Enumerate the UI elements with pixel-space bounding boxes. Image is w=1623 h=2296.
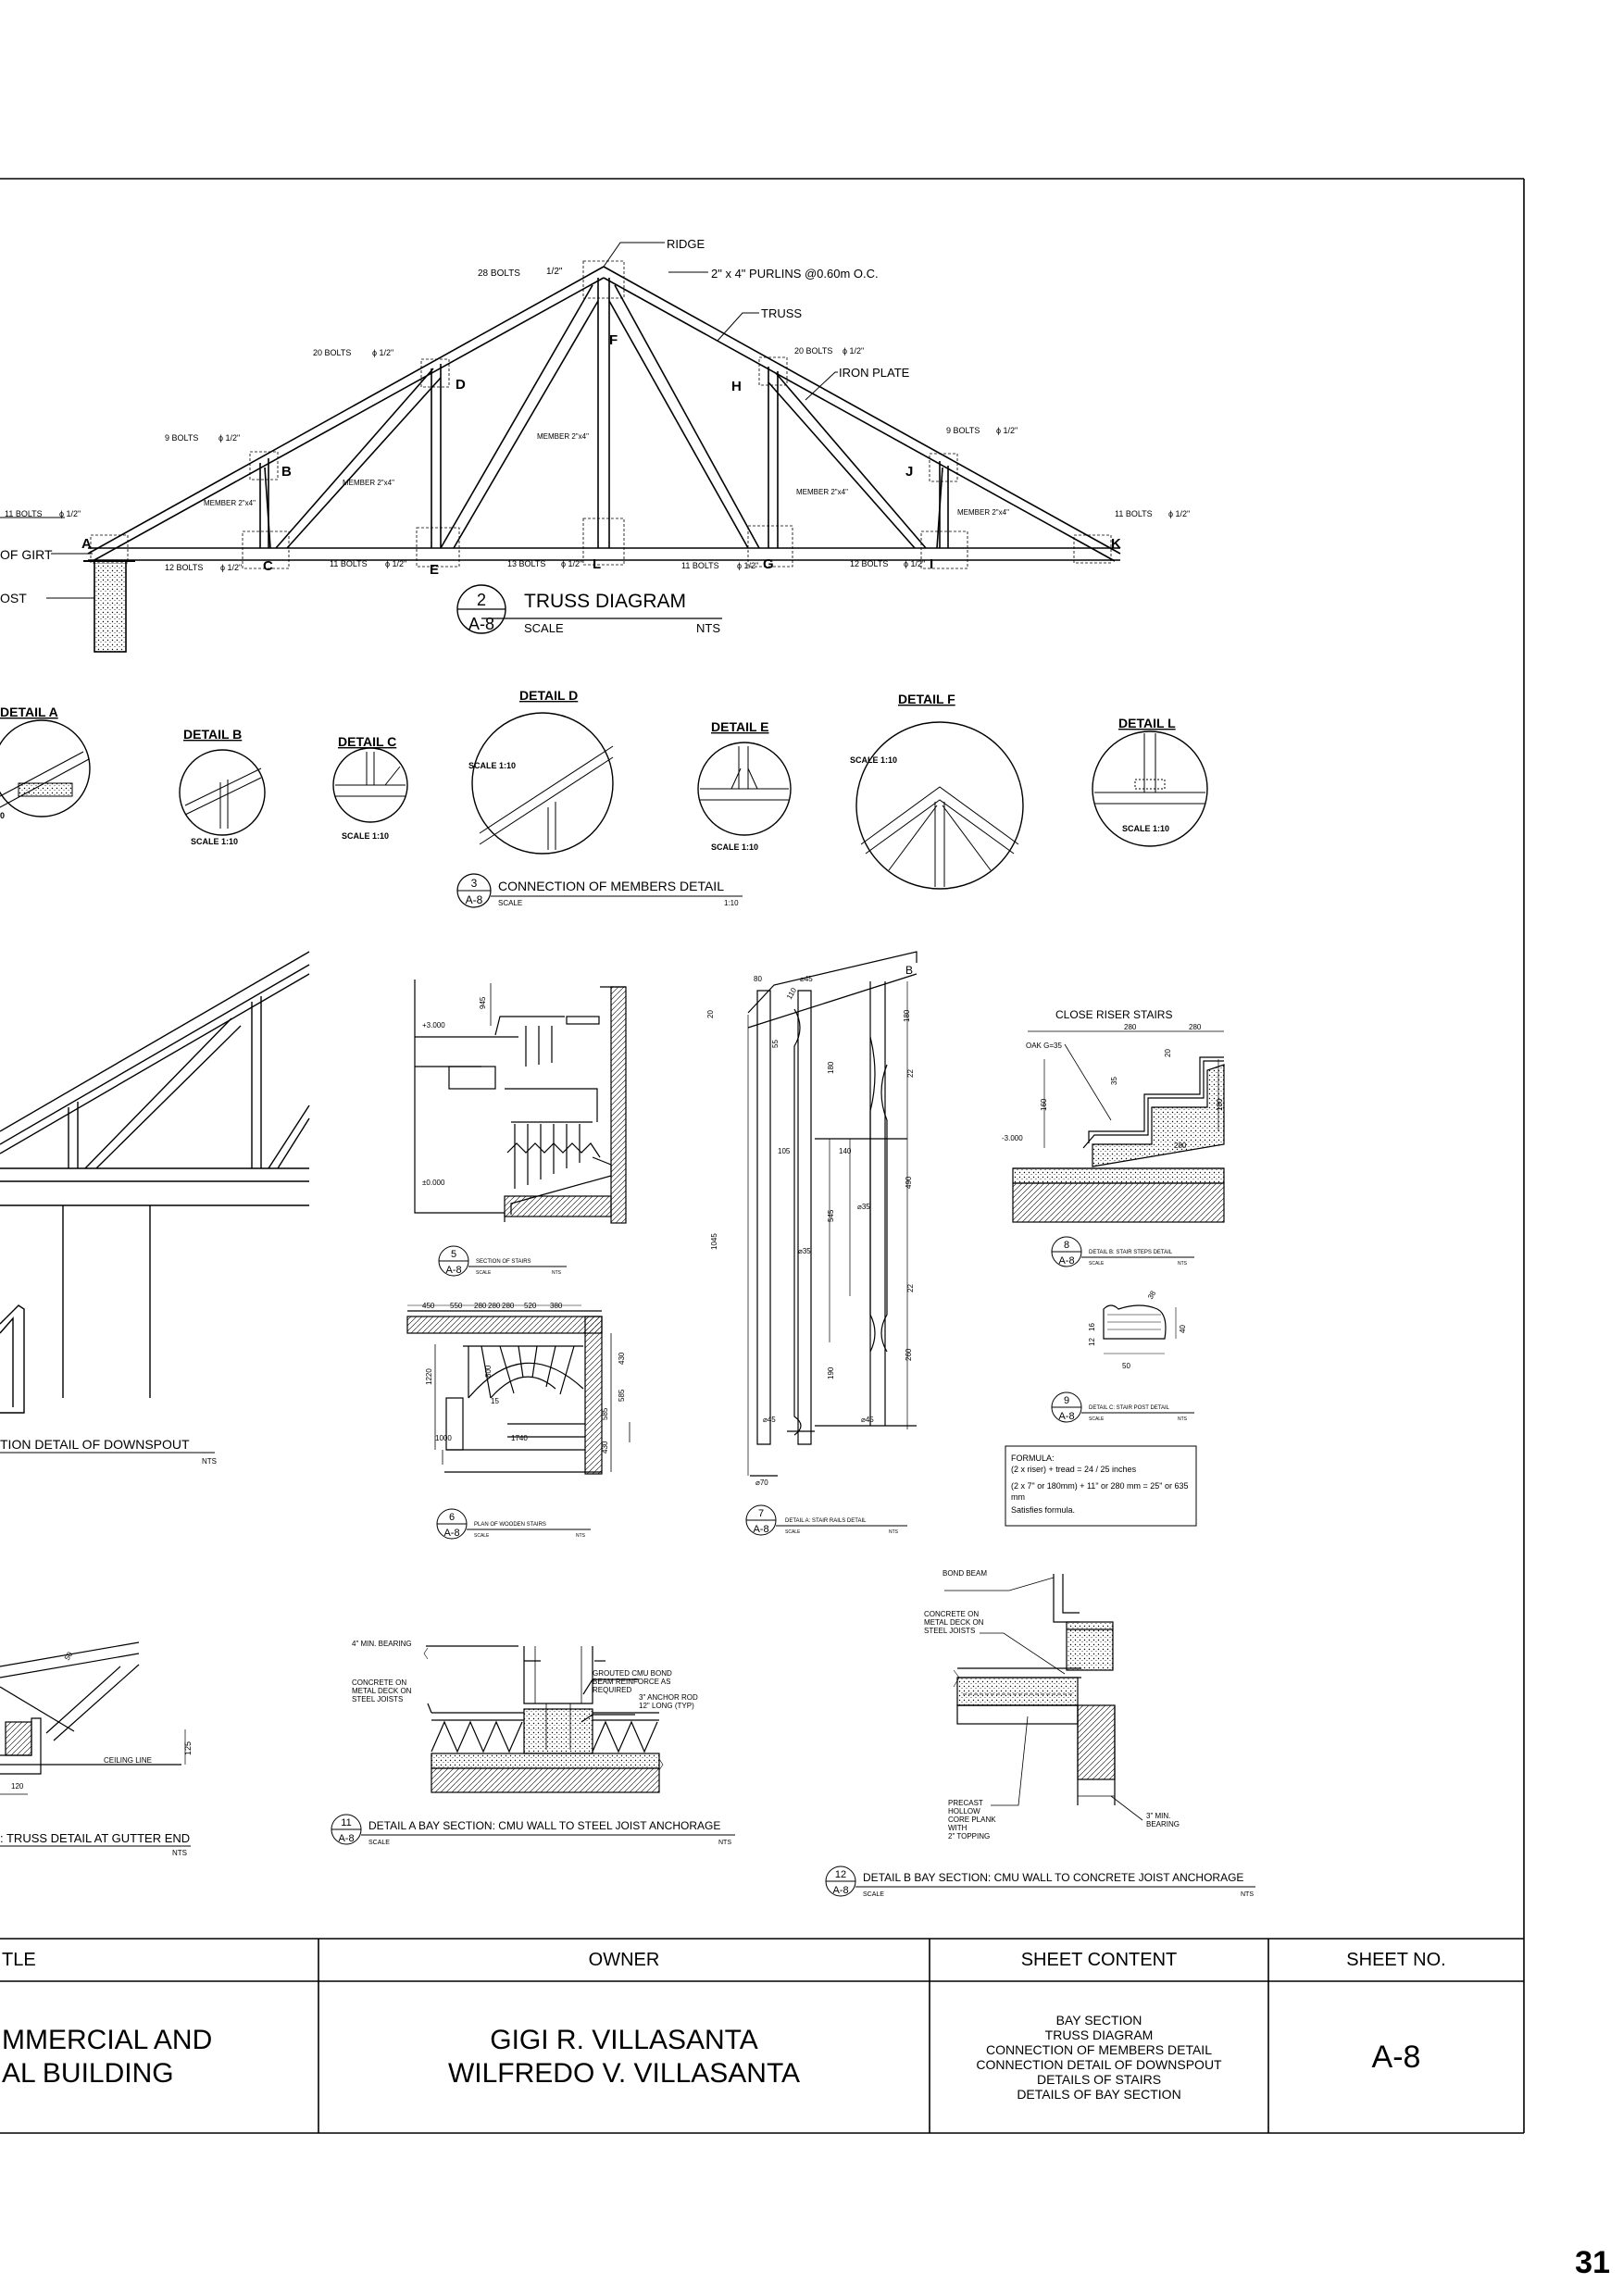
sheet-content-item: DETAILS OF STAIRS xyxy=(1036,2072,1162,2087)
stairs-section-name: SECTION OF STAIRS xyxy=(476,1259,531,1265)
truss-title-ref: A-8 xyxy=(468,615,495,633)
bay-b-bearing: 3" MIN. xyxy=(1146,1812,1171,1820)
rails-dim-55: 55 xyxy=(771,1040,780,1048)
page-number: 31 xyxy=(1575,2245,1610,2280)
connection-scale-label: SCALE xyxy=(498,899,523,907)
node-k: K xyxy=(1111,536,1121,552)
connection-title-num: 3 xyxy=(470,877,478,890)
plan-dim-280: 280 xyxy=(502,1302,515,1310)
bay-b-num: 12 xyxy=(834,1869,847,1880)
label-bolts-11-right: 11 BOLTS xyxy=(1115,509,1153,518)
label-bolts-12-gi: 12 BOLTS xyxy=(850,559,889,568)
rails-dim-545: 545 xyxy=(827,1209,835,1222)
close-riser-ref: A-8 xyxy=(1058,1255,1075,1267)
rails-dim-140: 140 xyxy=(839,1147,852,1155)
rails-dim-180: 180 xyxy=(827,1061,835,1074)
label-bolts-11-ce: 11 BOLTS xyxy=(330,559,368,568)
rails-dim-45: ⌀45 xyxy=(763,1416,776,1424)
label-bolt-dia: ϕ 1/2" xyxy=(904,559,926,568)
stairs-section-scale-label: SCALE xyxy=(476,1270,492,1276)
stairs-section xyxy=(415,980,626,1276)
bay-a-title xyxy=(331,1815,735,1846)
sheet-content-item: CONNECTION OF MEMBERS DETAIL xyxy=(986,2042,1212,2057)
bay-b-name: DETAIL B BAY SECTION: CMU WALL TO CONCRETE JOIST ANCHORAGE xyxy=(863,1871,1244,1884)
node-j: J xyxy=(905,464,914,480)
bay-a-concrete: CONCRETE ON xyxy=(352,1678,407,1687)
bay-section-a xyxy=(331,1640,735,1846)
plan-dim-800: 800 xyxy=(484,1365,493,1378)
formula-line: FORMULA: xyxy=(1011,1454,1055,1463)
stair-rails-scale-label: SCALE xyxy=(785,1529,801,1535)
connection-title-ref: A-8 xyxy=(465,893,483,906)
post-dim-12: 12 xyxy=(1088,1338,1096,1346)
label-bolt-dia: ϕ 1/2" xyxy=(372,348,394,357)
stair-post xyxy=(1052,1289,1194,1422)
stairs-plan-name: PLAN OF WOODEN STAIRS xyxy=(474,1522,546,1528)
rails-dim-1045: 1045 xyxy=(710,1233,718,1250)
plan-dim-430: 430 xyxy=(618,1352,626,1365)
bay-section-b xyxy=(826,1569,1255,1898)
label-bolt-dia: ϕ 1/2" xyxy=(737,561,759,570)
label-member: MEMBER 2"x4" xyxy=(957,508,1009,517)
downspout-title xyxy=(0,1437,217,1466)
stair-rails-scale: NTS xyxy=(889,1529,898,1535)
rails-dim-45: ⌀45 xyxy=(861,1416,874,1424)
bay-a-num: 11 xyxy=(341,1817,352,1828)
close-riser-dim-180: 180 xyxy=(1216,1098,1224,1111)
sheet-content-item: TRUSS DIAGRAM xyxy=(1044,2028,1154,2042)
bay-a-scale-label: SCALE xyxy=(368,1840,390,1846)
stair-rails-title xyxy=(746,1505,907,1535)
bay-b-scale: NTS xyxy=(1241,1891,1254,1898)
label-post: OST xyxy=(0,591,27,605)
rails-dim-80: 80 xyxy=(754,975,762,983)
truss-diagram xyxy=(0,237,1190,652)
gutter-dim-125: 125 xyxy=(183,1741,193,1755)
bay-b-concrete: METAL DECK ON xyxy=(924,1618,984,1627)
gutter-detail xyxy=(0,1642,193,1857)
bay-a-concrete: STEEL JOISTS xyxy=(352,1695,404,1703)
sheet-content-head: SHEET CONTENT xyxy=(1020,1949,1178,1970)
close-riser-scale: NTS xyxy=(1178,1261,1187,1267)
label-ridge: RIDGE xyxy=(667,237,705,251)
detail-b-title: DETAIL B xyxy=(183,727,243,742)
label-member: MEMBER 2"x4" xyxy=(537,432,589,441)
gutter-scale: NTS xyxy=(172,1849,187,1857)
close-riser-dim-35: 35 xyxy=(1110,1077,1118,1085)
sheet-content-item: CONNECTION DETAIL OF DOWNSPOUT xyxy=(976,2057,1222,2072)
bay-b-concrete: CONCRETE ON xyxy=(924,1610,980,1618)
rails-dim-490: 490 xyxy=(905,1176,913,1189)
label-bolt-dia: ϕ 1/2" xyxy=(843,346,865,356)
close-riser-dim-280: 280 xyxy=(1189,1023,1202,1031)
plan-dim-585: 585 xyxy=(601,1407,609,1420)
node-g: G xyxy=(763,556,774,572)
label-member: MEMBER 2"x4" xyxy=(204,499,256,507)
stair-rails xyxy=(706,952,917,1535)
stairs-section-ref: A-8 xyxy=(445,1265,462,1276)
plan-dim-280: 280 xyxy=(488,1302,501,1310)
formula-line: Satisfies formula. xyxy=(1011,1505,1076,1515)
label-bolt-dia: ϕ 1/2" xyxy=(218,433,241,443)
bay-a-grouted: REQUIRED xyxy=(593,1686,632,1694)
close-riser-name: DETAIL B: STAIR STEPS DETAIL xyxy=(1089,1250,1173,1255)
connection-details xyxy=(0,688,1207,907)
bay-a-name: DETAIL A BAY SECTION: CMU WALL TO STEEL JOIST ANCHORAGE xyxy=(368,1819,721,1832)
stair-rails-ref: A-8 xyxy=(753,1524,769,1535)
truss-scale-label: SCALE xyxy=(524,621,564,635)
label-bolts-20-left: 20 BOLTS xyxy=(313,348,352,357)
stairs-plan-scale: NTS xyxy=(576,1533,585,1539)
detail-d-scale: SCALE 1:10 xyxy=(468,761,517,770)
node-b: B xyxy=(281,464,292,480)
label-bolt-dia: ϕ 1/2" xyxy=(59,509,81,518)
plan-dim-1000: 1000 xyxy=(435,1434,452,1442)
sheet-content-item: DETAILS OF BAY SECTION xyxy=(1017,2087,1181,2102)
stair-post-num: 9 xyxy=(1063,1395,1070,1406)
stair-post-ref: A-8 xyxy=(1058,1411,1075,1422)
bay-b-ref: A-8 xyxy=(832,1885,849,1896)
detail-c-scale: SCALE 1:10 xyxy=(342,831,390,841)
label-bolts-13: 13 BOLTS xyxy=(507,559,546,568)
truss-title xyxy=(457,585,722,635)
rails-dim-35: ⌀35 xyxy=(798,1247,811,1255)
close-riser-dim-20: 20 xyxy=(1164,1049,1172,1057)
rails-node-b: B xyxy=(905,964,914,977)
sheet-number: A-8 xyxy=(1371,2039,1421,2075)
gutter-title-name: : TRUSS DETAIL AT GUTTER END xyxy=(0,1831,191,1845)
plan-dim-15: 15 xyxy=(491,1397,499,1405)
stair-post-scale: NTS xyxy=(1178,1416,1187,1422)
detail-a-title: DETAIL A xyxy=(0,705,58,719)
formula-line: (2 x riser) + tread = 24 / 25 inches xyxy=(1011,1465,1137,1474)
connection-title xyxy=(457,874,743,907)
bay-a-ref: A-8 xyxy=(338,1833,355,1844)
downspout-detail xyxy=(0,952,309,1413)
stairs-plan-title xyxy=(437,1509,591,1539)
label-member: MEMBER 2"x4" xyxy=(343,479,394,487)
gutter-dim-120: 120 xyxy=(11,1782,24,1791)
label-bolts-11-lg: 11 BOLTS xyxy=(681,561,719,570)
plan-dim-280: 280 xyxy=(474,1302,487,1310)
close-riser-dim-280: 280 xyxy=(1124,1023,1137,1031)
stairs-section-title xyxy=(439,1246,567,1276)
bay-b-bond-beam: BOND BEAM xyxy=(943,1569,988,1578)
node-h: H xyxy=(731,379,742,394)
project-title xyxy=(0,1981,318,2133)
bay-a-anchor: 12" LONG (TYP) xyxy=(639,1702,694,1710)
stairs-plan xyxy=(407,1302,630,1539)
downspout-title-name: TION DETAIL OF DOWNSPOUT xyxy=(0,1437,190,1452)
close-riser-level: -3.000 xyxy=(1002,1134,1023,1142)
post-dim-16: 16 xyxy=(1088,1323,1096,1331)
formula-line: (2 x 7" or 180mm) + 11" or 280 mm = 25" or 635 xyxy=(1011,1481,1189,1491)
post-dim-40: 40 xyxy=(1179,1325,1187,1333)
node-a: A xyxy=(81,536,92,552)
stair-post-title xyxy=(1052,1392,1194,1422)
truss-title-name: TRUSS DIAGRAM xyxy=(524,591,687,612)
stair-post-scale-label: SCALE xyxy=(1089,1416,1105,1422)
detail-l-scale: SCALE 1:10 xyxy=(1122,824,1170,833)
label-bolts-20-right: 20 BOLTS xyxy=(794,346,833,356)
bay-b-precast: WITH xyxy=(948,1824,968,1832)
detail-c-title: DETAIL C xyxy=(338,734,397,749)
bay-a-bearing: 4" MIN. BEARING xyxy=(352,1640,412,1648)
project-title-line: AL BUILDING xyxy=(2,2058,174,2089)
bay-a-anchor: 3" ANCHOR ROD xyxy=(639,1693,698,1702)
sheet-content-list xyxy=(930,1981,1268,2133)
stairs-plan-scale-label: SCALE xyxy=(474,1533,490,1539)
bay-a-scale: NTS xyxy=(718,1840,731,1846)
stairs-plan-num: 6 xyxy=(448,1512,456,1523)
detail-l-title: DETAIL L xyxy=(1118,716,1176,730)
project-title-line: MMERCIAL AND xyxy=(2,2025,213,2055)
node-i: I xyxy=(930,556,934,572)
plan-dim-380: 380 xyxy=(550,1302,563,1310)
detail-f-scale: SCALE 1:10 xyxy=(850,755,898,765)
downspout-scale: NTS xyxy=(202,1457,217,1466)
connection-title-name: CONNECTION OF MEMBERS DETAIL xyxy=(498,879,724,893)
label-bolt-dia: ϕ 1/2" xyxy=(561,559,583,568)
plan-dim-585: 585 xyxy=(618,1389,626,1402)
owner-name: WILFREDO V. VILLASANTA xyxy=(447,2058,801,2089)
label-girt: OF GIRT xyxy=(0,547,53,562)
label-bolt-dia: ϕ 1/2" xyxy=(996,426,1018,435)
node-e: E xyxy=(430,562,440,578)
stairs-level-bottom: ±0.000 xyxy=(422,1179,445,1187)
title-head: TLE xyxy=(2,1949,36,1970)
label-bolts-28: 28 BOLTS xyxy=(478,268,520,279)
bay-b-precast: 2" TOPPING xyxy=(948,1832,991,1841)
close-riser-dim-160: 160 xyxy=(1040,1098,1048,1111)
rails-dim-180: 180 xyxy=(903,1009,911,1022)
truss-title-num: 2 xyxy=(476,591,487,609)
label-bolt-dia: ϕ 1/2" xyxy=(220,563,243,572)
rails-dim-20: 20 xyxy=(706,1010,715,1018)
plan-dim-520: 520 xyxy=(524,1302,537,1310)
label-bolts-11-left: 11 BOLTS xyxy=(5,509,43,518)
detail-a-scale: 0 xyxy=(0,811,6,820)
plan-dim-550: 550 xyxy=(450,1302,463,1310)
stair-rails-name: DETAIL A: STAIR RAILS DETAIL xyxy=(785,1518,867,1524)
sheet-border xyxy=(0,179,1524,2133)
stairs-level-top: +3.000 xyxy=(422,1021,445,1029)
stairs-section-num: 5 xyxy=(450,1249,457,1260)
bay-b-precast: PRECAST xyxy=(948,1799,983,1807)
plan-dim-1220: 1220 xyxy=(425,1368,433,1385)
close-riser-stairs xyxy=(1002,1008,1224,1267)
owner-names xyxy=(318,1981,930,2133)
stairs-section-scale: NTS xyxy=(552,1270,561,1276)
rails-dim-22: 22 xyxy=(906,1069,915,1078)
stairs-plan-ref: A-8 xyxy=(443,1528,460,1539)
close-riser-title-tag xyxy=(1052,1237,1194,1267)
label-truss: TRUSS xyxy=(761,306,803,320)
rails-dim-22: 22 xyxy=(906,1284,915,1292)
rails-dim-45: ⌀45 xyxy=(800,975,813,983)
bay-b-title xyxy=(826,1866,1255,1898)
plan-dim-450: 450 xyxy=(422,1302,435,1310)
label-purlins: 2" x 4" PURLINS @0.60m O.C. xyxy=(711,267,879,281)
close-riser-title: CLOSE RISER STAIRS xyxy=(1055,1008,1173,1021)
label-bolt-size: 1/2" xyxy=(546,267,563,277)
gutter-ceiling: CEILING LINE xyxy=(104,1756,153,1765)
rails-dim-35: ⌀35 xyxy=(857,1203,870,1211)
bay-b-bearing: BEARING xyxy=(1146,1820,1180,1828)
post-dim-50: 50 xyxy=(1122,1362,1130,1370)
detail-f-title: DETAIL F xyxy=(898,692,955,706)
gutter-dim-50: 50 xyxy=(62,1650,75,1662)
owner-head: OWNER xyxy=(588,1949,660,1970)
label-bolts-9-right: 9 BOLTS xyxy=(946,426,980,435)
rails-dim-105: 105 xyxy=(778,1147,791,1155)
label-bolts-9-left: 9 BOLTS xyxy=(165,433,199,443)
bay-b-concrete: STEEL JOISTS xyxy=(924,1627,976,1635)
label-bolt-dia: ϕ 1/2" xyxy=(385,559,407,568)
connection-scale: 1:10 xyxy=(724,899,739,907)
node-f: F xyxy=(609,332,618,348)
sheet-content-item: BAY SECTION xyxy=(1055,2013,1142,2028)
bay-a-grouted: BEAM REINFORCE AS xyxy=(593,1678,671,1686)
rails-dim-70: ⌀70 xyxy=(755,1479,768,1487)
label-bolt-dia: ϕ 1/2" xyxy=(1168,509,1191,518)
close-riser-oak: OAK G=35 xyxy=(1026,1042,1062,1050)
bay-a-grouted: GROUTED CMU BOND xyxy=(593,1669,672,1678)
detail-b-scale: SCALE 1:10 xyxy=(191,837,239,846)
plan-dim-1740: 1740 xyxy=(511,1434,528,1442)
close-riser-scale-label: SCALE xyxy=(1089,1261,1105,1267)
owner-name: GIGI R. VILLASANTA xyxy=(490,2025,758,2055)
stair-rails-num: 7 xyxy=(757,1508,765,1519)
plan-dim-430: 430 xyxy=(601,1441,609,1454)
close-riser-num: 8 xyxy=(1063,1240,1070,1251)
truss-scale: NTS xyxy=(696,621,720,635)
formula-box xyxy=(1005,1446,1196,1526)
label-iron-plate: IRON PLATE xyxy=(839,366,910,380)
detail-d-title: DETAIL D xyxy=(519,688,579,703)
stair-post-name: DETAIL C: STAIR POST DETAIL xyxy=(1089,1405,1170,1411)
formula-line: mm xyxy=(1011,1492,1025,1502)
bay-a-concrete: METAL DECK ON xyxy=(352,1687,412,1695)
post-dim-38: 38 xyxy=(1145,1289,1158,1301)
stairs-dim-945: 945 xyxy=(479,996,487,1009)
node-l: L xyxy=(593,556,602,572)
rails-dim-260: 260 xyxy=(905,1348,913,1361)
node-c: C xyxy=(263,558,273,574)
bay-b-scale-label: SCALE xyxy=(863,1891,884,1898)
detail-e-scale: SCALE 1:10 xyxy=(711,842,759,852)
rails-dim-110: 110 xyxy=(784,986,799,1001)
detail-e-title: DETAIL E xyxy=(711,719,769,734)
node-d: D xyxy=(456,377,466,393)
close-riser-dim-280: 280 xyxy=(1174,1142,1187,1150)
label-bolts-12-left: 12 BOLTS xyxy=(165,563,204,572)
rails-dim-190: 190 xyxy=(827,1366,835,1379)
bay-b-precast: CORE PLANK xyxy=(948,1816,996,1824)
bay-b-precast: HOLLOW xyxy=(948,1807,980,1816)
sheet-no-head: SHEET NO. xyxy=(1346,1949,1446,1970)
label-member: MEMBER 2"x4" xyxy=(796,488,848,496)
